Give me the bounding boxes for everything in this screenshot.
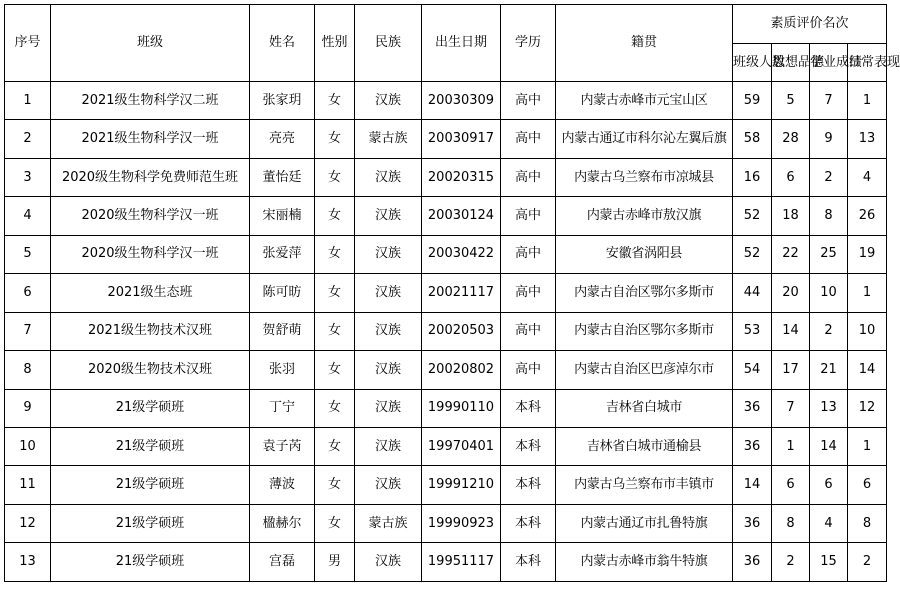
cell-moral-rank: 8: [772, 504, 810, 542]
cell-gender: 女: [315, 158, 355, 196]
cell-moral-rank: 17: [772, 351, 810, 389]
cell-birthdate: 19951117: [422, 543, 501, 582]
cell-name: 张羽: [250, 351, 315, 389]
cell-academic-rank: 14: [810, 428, 848, 466]
cell-education: 高中: [501, 120, 556, 158]
table-row: [5, 235, 887, 273]
cell-name: 宋丽楠: [250, 197, 315, 235]
cell-daily-rank: 1: [848, 428, 887, 466]
cell-moral-rank: 5: [772, 81, 810, 119]
cell-gender: 女: [315, 389, 355, 427]
cell-name: 亮亮: [250, 120, 315, 158]
cell-birthdate: 20021117: [422, 274, 501, 312]
cell-gender: 女: [315, 81, 355, 119]
cell-class: 21级学硕班: [51, 389, 250, 427]
cell-daily-rank: 1: [848, 81, 887, 119]
cell-birthdate: 20030309: [422, 81, 501, 119]
cell-education: 高中: [501, 81, 556, 119]
table-row: [5, 389, 887, 427]
cell-ethnicity: 汉族: [355, 274, 422, 312]
cell-education: 本科: [501, 466, 556, 504]
cell-class-size: 14: [733, 466, 772, 504]
cell-education: 本科: [501, 428, 556, 466]
header-name: 姓名: [250, 5, 315, 82]
cell-moral-rank: 6: [772, 158, 810, 196]
cell-gender: 女: [315, 197, 355, 235]
cell-seq: 10: [5, 428, 51, 466]
cell-birthdate: 19990923: [422, 504, 501, 542]
cell-seq: 2: [5, 120, 51, 158]
cell-gender: 女: [315, 235, 355, 273]
cell-name: 贺舒萌: [250, 312, 315, 350]
cell-seq: 7: [5, 312, 51, 350]
cell-name: 薄波: [250, 466, 315, 504]
cell-birthdate: 20020503: [422, 312, 501, 350]
header-origin: 籍贯: [556, 5, 733, 82]
cell-class: 2021级生物科学汉二班: [51, 81, 250, 119]
cell-ethnicity: 汉族: [355, 312, 422, 350]
cell-origin: 内蒙古通辽市扎鲁特旗: [556, 504, 733, 542]
table-body: [5, 5, 900, 582]
cell-birthdate: 19970401: [422, 428, 501, 466]
cell-class: 21级学硕班: [51, 504, 250, 542]
cell-daily-rank: 4: [848, 158, 887, 196]
cell-birthdate: 19991210: [422, 466, 501, 504]
cell-moral-rank: 20: [772, 274, 810, 312]
cell-academic-rank: 9: [810, 120, 848, 158]
cell-ethnicity: 汉族: [355, 197, 422, 235]
cell-class: 2020级生物科学汉一班: [51, 197, 250, 235]
cell-gender: 女: [315, 428, 355, 466]
cell-daily-rank: 10: [848, 312, 887, 350]
cell-gender: 女: [315, 312, 355, 350]
subheader-academic: 学业成绩: [810, 44, 848, 81]
table-row: [5, 274, 887, 312]
cell-origin: 吉林省白城市通榆县: [556, 428, 733, 466]
cell-name: 袁子芮: [250, 428, 315, 466]
cell-seq: 12: [5, 504, 51, 542]
cell-academic-rank: 21: [810, 351, 848, 389]
table-row: [5, 120, 887, 158]
cell-education: 本科: [501, 504, 556, 542]
header-row: [5, 5, 887, 44]
cell-gender: 男: [315, 543, 355, 582]
cell-gender: 女: [315, 120, 355, 158]
cell-academic-rank: 8: [810, 197, 848, 235]
table-row: [5, 351, 887, 389]
cell-class: 2020级生物技术汉班: [51, 351, 250, 389]
cell-origin: 内蒙古赤峰市翁牛特旗: [556, 543, 733, 582]
cell-class: 21级学硕班: [51, 466, 250, 504]
cell-gender: 女: [315, 504, 355, 542]
cell-class-size: 36: [733, 543, 772, 582]
cell-origin: 内蒙古赤峰市元宝山区: [556, 81, 733, 119]
cell-moral-rank: 2: [772, 543, 810, 582]
cell-class: 2020级生物科学免费师范生班: [51, 158, 250, 196]
cell-birthdate: 19990110: [422, 389, 501, 427]
cell-origin: 内蒙古通辽市科尔沁左翼后旗: [556, 120, 733, 158]
cell-seq: 13: [5, 543, 51, 582]
cell-name: 张爱萍: [250, 235, 315, 273]
cell-class: 2021级生态班: [51, 274, 250, 312]
cell-class-size: 16: [733, 158, 772, 196]
cell-origin: 内蒙古自治区鄂尔多斯市: [556, 312, 733, 350]
cell-academic-rank: 4: [810, 504, 848, 542]
cell-class-size: 53: [733, 312, 772, 350]
cell-ethnicity: 汉族: [355, 428, 422, 466]
cell-seq: 5: [5, 235, 51, 273]
cell-moral-rank: 14: [772, 312, 810, 350]
header-ethnicity: 民族: [355, 5, 422, 82]
cell-origin: 内蒙古自治区巴彦淖尔市: [556, 351, 733, 389]
cell-class: 2021级生物技术汉班: [51, 312, 250, 350]
student-ranking-table: [4, 4, 900, 582]
table-row: [5, 197, 887, 235]
cell-birthdate: 20020802: [422, 351, 501, 389]
cell-gender: 女: [315, 466, 355, 504]
cell-daily-rank: 1: [848, 274, 887, 312]
cell-academic-rank: 15: [810, 543, 848, 582]
cell-moral-rank: 1: [772, 428, 810, 466]
cell-academic-rank: 2: [810, 312, 848, 350]
subheader-daily: 日常表现: [848, 44, 887, 81]
cell-seq: 1: [5, 81, 51, 119]
cell-name: 陈可昉: [250, 274, 315, 312]
cell-birthdate: 20030917: [422, 120, 501, 158]
cell-academic-rank: 10: [810, 274, 848, 312]
cell-class: 21级学硕班: [51, 543, 250, 582]
cell-origin: 内蒙古自治区鄂尔多斯市: [556, 274, 733, 312]
cell-education: 本科: [501, 389, 556, 427]
cell-class-size: 36: [733, 389, 772, 427]
cell-name: 楹赫尔: [250, 504, 315, 542]
cell-seq: 3: [5, 158, 51, 196]
cell-education: 高中: [501, 158, 556, 196]
cell-class-size: 58: [733, 120, 772, 158]
cell-daily-rank: 6: [848, 466, 887, 504]
cell-academic-rank: 13: [810, 389, 848, 427]
cell-class: 2020级生物科学汉一班: [51, 235, 250, 273]
cell-ethnicity: 汉族: [355, 389, 422, 427]
table-row: [5, 81, 887, 119]
cell-daily-rank: 12: [848, 389, 887, 427]
cell-birthdate: 20030422: [422, 235, 501, 273]
cell-seq: 4: [5, 197, 51, 235]
cell-origin: 吉林省白城市: [556, 389, 733, 427]
cell-ethnicity: 汉族: [355, 351, 422, 389]
table-row: [5, 543, 887, 582]
cell-class-size: 54: [733, 351, 772, 389]
cell-birthdate: 20020315: [422, 158, 501, 196]
cell-moral-rank: 28: [772, 120, 810, 158]
cell-origin: 内蒙古乌兰察布市凉城县: [556, 158, 733, 196]
cell-ethnicity: 汉族: [355, 81, 422, 119]
table-row: [5, 158, 887, 196]
table-row: [5, 428, 887, 466]
cell-ethnicity: 汉族: [355, 543, 422, 582]
cell-origin: 内蒙古赤峰市敖汉旗: [556, 197, 733, 235]
table-row: [5, 504, 887, 542]
cell-name: 董怡廷: [250, 158, 315, 196]
cell-ethnicity: 蒙古族: [355, 504, 422, 542]
cell-education: 高中: [501, 274, 556, 312]
cell-education: 高中: [501, 235, 556, 273]
header-education: 学历: [501, 5, 556, 82]
subheader-class-size: 班级人数: [733, 44, 772, 81]
cell-gender: 女: [315, 351, 355, 389]
cell-ethnicity: 汉族: [355, 466, 422, 504]
cell-daily-rank: 2: [848, 543, 887, 582]
subheader-moral: 思想品德: [772, 44, 810, 81]
cell-academic-rank: 6: [810, 466, 848, 504]
cell-origin: 安徽省涡阳县: [556, 235, 733, 273]
cell-seq: 8: [5, 351, 51, 389]
cell-name: 丁宁: [250, 389, 315, 427]
cell-class: 2021级生物科学汉一班: [51, 120, 250, 158]
cell-ethnicity: 蒙古族: [355, 120, 422, 158]
cell-origin: 内蒙古乌兰察布市丰镇市: [556, 466, 733, 504]
cell-education: 高中: [501, 351, 556, 389]
cell-gender: 女: [315, 274, 355, 312]
table-row: [5, 312, 887, 350]
cell-education: 高中: [501, 197, 556, 235]
header-seq: 序号: [5, 5, 51, 82]
cell-class-size: 52: [733, 235, 772, 273]
cell-daily-rank: 13: [848, 120, 887, 158]
cell-moral-rank: 7: [772, 389, 810, 427]
cell-seq: 9: [5, 389, 51, 427]
cell-academic-rank: 25: [810, 235, 848, 273]
cell-academic-rank: 7: [810, 81, 848, 119]
cell-education: 高中: [501, 312, 556, 350]
cell-name: 宫磊: [250, 543, 315, 582]
header-birthdate: 出生日期: [422, 5, 501, 82]
cell-moral-rank: 6: [772, 466, 810, 504]
cell-daily-rank: 14: [848, 351, 887, 389]
cell-daily-rank: 8: [848, 504, 887, 542]
cell-academic-rank: 2: [810, 158, 848, 196]
cell-class-size: 59: [733, 81, 772, 119]
cell-name: 张家玥: [250, 81, 315, 119]
cell-daily-rank: 26: [848, 197, 887, 235]
cell-seq: 6: [5, 274, 51, 312]
cell-ethnicity: 汉族: [355, 235, 422, 273]
cell-ethnicity: 汉族: [355, 158, 422, 196]
cell-daily-rank: 19: [848, 235, 887, 273]
cell-class-size: 36: [733, 504, 772, 542]
header-class: 班级: [51, 5, 250, 82]
cell-education: 本科: [501, 543, 556, 582]
cell-class-size: 44: [733, 274, 772, 312]
table-row: [5, 466, 887, 504]
header-gender: 性别: [315, 5, 355, 82]
cell-birthdate: 20030124: [422, 197, 501, 235]
cell-class: 21级学硕班: [51, 428, 250, 466]
cell-seq: 11: [5, 466, 51, 504]
cell-class-size: 36: [733, 428, 772, 466]
header-ranking-group: 素质评价名次: [733, 5, 887, 44]
cell-moral-rank: 22: [772, 235, 810, 273]
cell-class-size: 52: [733, 197, 772, 235]
cell-moral-rank: 18: [772, 197, 810, 235]
